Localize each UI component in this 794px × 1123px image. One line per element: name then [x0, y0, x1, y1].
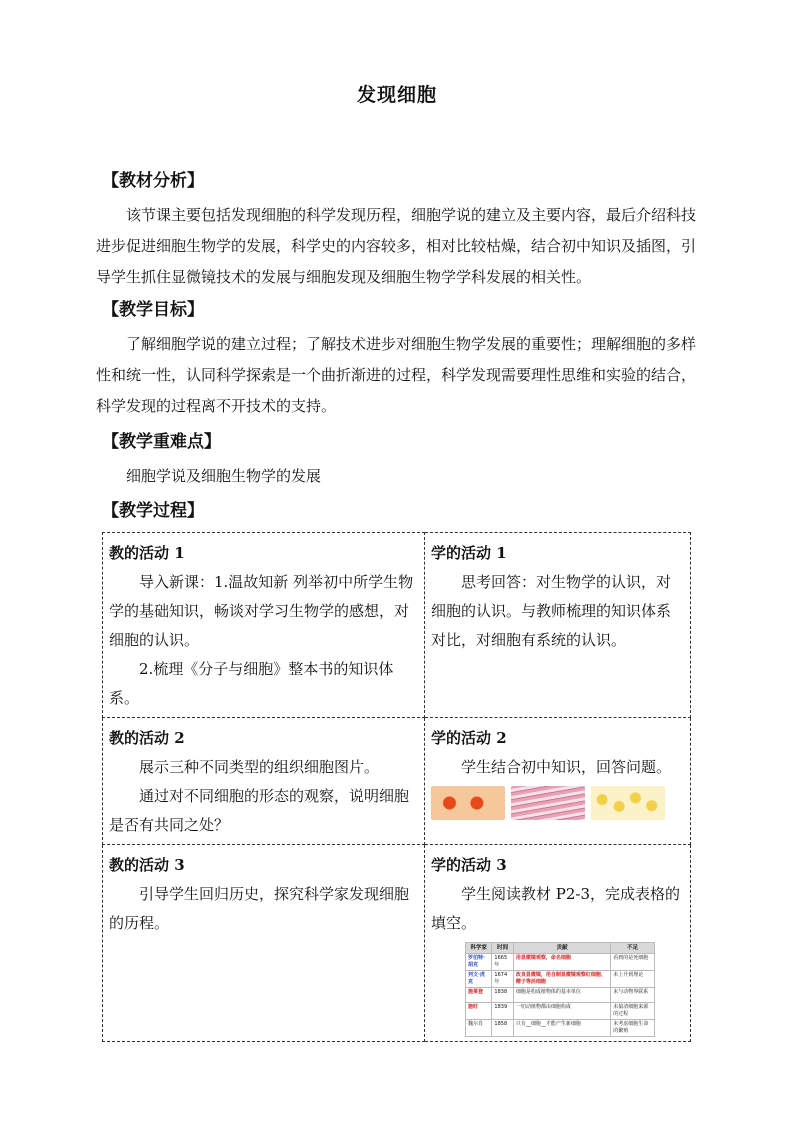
student-cell: [425, 718, 691, 845]
teacher-cell: [103, 718, 425, 845]
table-row: [103, 533, 691, 718]
table-row: [103, 845, 691, 1042]
goals-text: 了解细胞学说的建立过程；了解技术进步对细胞生物学发展的重要性；理解细胞的多样性和统一性，认同科学探索是一个曲折渐进的过程，科学发现需要理性思维和实验的结合，科学发现的过程离不开技术的支持。: [96, 335, 697, 415]
student-activity-title: 学的活动 2: [431, 729, 507, 747]
teacher-activity-title: 教的活动 1: [109, 544, 185, 562]
student-activity-text: 思考回答：对生物学的认识，对细胞的认识。与教师梳理的知识体系对比，对细胞有系统的认识。: [431, 573, 672, 649]
analysis-text: 该节课主要包括发现细胞的科学发现历程，细胞学说的建立及主要内容，最后介绍科技进步促进细胞生物学的发展，科学史的内容较多，相对比较枯燥，结合初中知识及插图，引导学生抓住显微镜技术的发展与细胞发现及细胞生物学学科发展的相关性。: [96, 206, 697, 286]
contribution-cell: 只有__细胞__才能产生新细胞: [513, 1020, 610, 1037]
table-row: [466, 1020, 655, 1037]
table-row: [466, 1003, 655, 1020]
limitation-cell: 未搞清细胞来源的过程: [611, 1003, 655, 1020]
table-row: [466, 988, 655, 1003]
analysis-heading: 【教材分析】: [102, 171, 204, 191]
scientist-history-table: [465, 942, 655, 1037]
teacher-activity-title: 教的活动 3: [109, 856, 185, 874]
nerve-cell-image: [431, 786, 505, 820]
contribution-cell: 一切动植物都由细胞构成: [513, 1003, 610, 1020]
year-cell: 1838: [492, 988, 513, 1003]
column-header: 不足: [611, 943, 655, 954]
column-header: 时间: [492, 943, 513, 954]
teacher-activity-title: 教的活动 2: [109, 729, 185, 747]
process-heading: 【教学过程】: [102, 501, 204, 521]
page-title: 发现细胞: [356, 84, 437, 106]
key-points-heading: 【教学重难点】: [102, 432, 221, 452]
scientist-cell: 施莱登: [466, 988, 492, 1003]
epithelial-cell-image: [591, 786, 665, 820]
teacher-activity-text: 展示三种不同类型的组织细胞图片。: [139, 758, 380, 776]
year-cell: 1674年: [492, 971, 513, 988]
limitation-cell: 未考虑细胞生命的繁殖: [611, 1020, 655, 1037]
table-row: [466, 954, 655, 971]
process-table: [102, 532, 691, 1042]
scientist-cell: 魏尔肖: [466, 1020, 492, 1037]
student-activity-text: 学生阅读教材 P2-3，完成表格的填空。: [431, 885, 681, 932]
column-header: 贡献: [513, 943, 610, 954]
student-activity-title: 学的活动 3: [431, 856, 507, 874]
contribution-cell: 细胞是构成植物体的基本单位: [513, 988, 610, 1003]
teacher-activity-text: 通过对不同细胞的形态的观察，说明细胞是否有共同之处？: [109, 787, 410, 834]
column-header: 科学家: [466, 943, 492, 954]
year-cell: 1665年: [492, 954, 513, 971]
teacher-activity-text: 引导学生回归历史，探究科学家发现细胞的历程。: [109, 885, 410, 932]
teacher-cell: [103, 845, 425, 1042]
teacher-activity-text: 2.梳理《分子与细胞》整本书的知识体系。: [109, 660, 394, 707]
student-cell: [425, 533, 691, 718]
table-row: [466, 971, 655, 988]
contribution-cell: 改良显微镜，用自制显微镜观察红细胞、精子等活细胞: [513, 971, 610, 988]
cell-images: [431, 786, 684, 820]
teacher-cell: [103, 533, 425, 718]
goals-heading: 【教学目标】: [102, 300, 204, 320]
limitation-cell: 未与动物界联系: [611, 988, 655, 1003]
table-header-row: [466, 943, 655, 954]
limitation-cell: 未上升到理论: [611, 971, 655, 988]
key-points-text: 细胞学说及细胞生物学的发展: [126, 467, 322, 485]
scientist-cell: 列文·虎克: [466, 971, 492, 988]
year-cell: 1858: [492, 1020, 513, 1037]
scientist-cell: 施旺: [466, 1003, 492, 1020]
contribution-cell: 用显微镜观察，命名细胞: [513, 954, 610, 971]
student-cell: [425, 845, 691, 1042]
scientist-cell: 罗伯特·胡克: [466, 954, 492, 971]
teacher-activity-text: 导入新课：1.温故知新 列举初中所学生物学的基础知识，畅谈对学习生物学的感想，对细胞的认识。: [109, 573, 414, 649]
limitation-cell: 看到的是死细胞: [611, 954, 655, 971]
student-activity-text: 学生结合初中知识，回答问题。: [461, 758, 672, 776]
student-activity-title: 学的活动 1: [431, 544, 507, 562]
muscle-cell-image: [511, 786, 585, 820]
year-cell: 1839: [492, 1003, 513, 1020]
table-row: [103, 718, 691, 845]
